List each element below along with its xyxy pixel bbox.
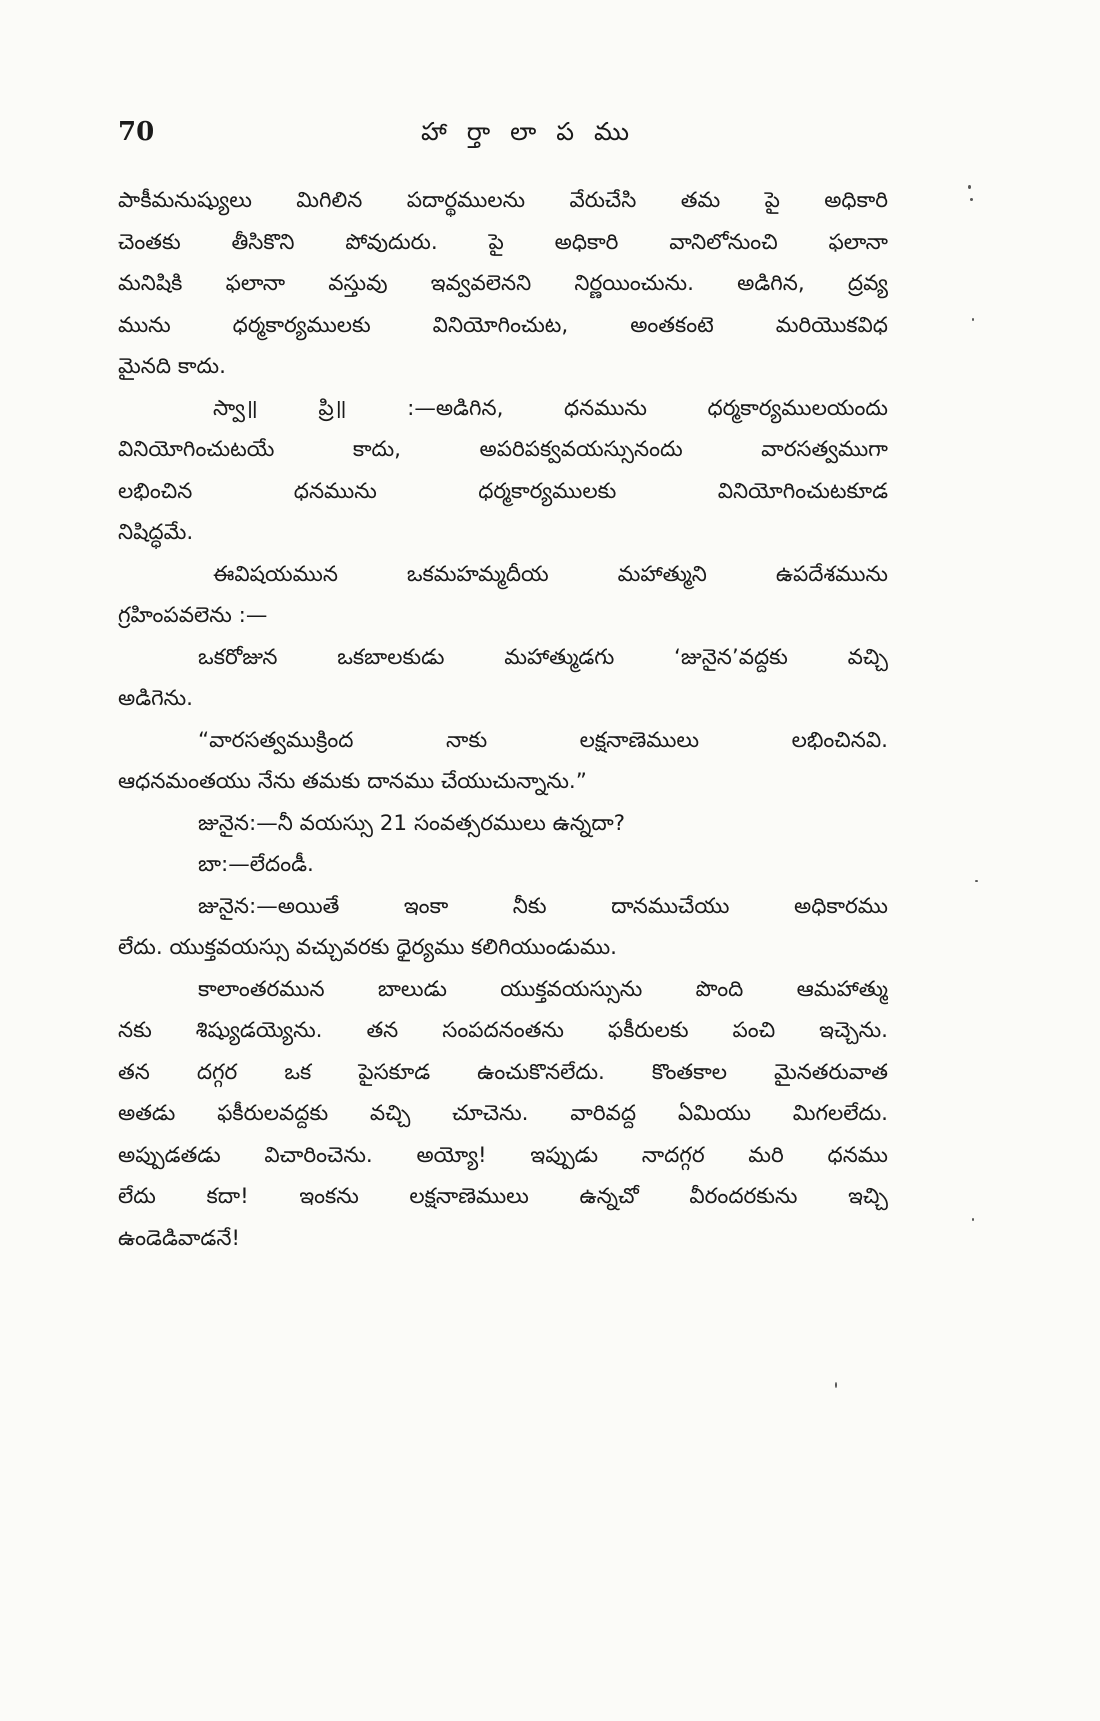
scan-speck <box>975 880 978 882</box>
text-line: స్వా॥ ప్రి॥ :—అడిగిన, ధనమును ధర్మకార్యములయందు <box>213 395 888 421</box>
text-line: మైనది కాదు. <box>118 354 226 379</box>
text-line: తన దగ్గర ఒక పైసకూడ ఉంచుకొనలేదు. కొంతకాల మైనతరువాత <box>118 1059 888 1085</box>
scan-speck <box>972 1218 974 1221</box>
text-line: నకు శిష్యుడయ్యెను. తన సంపదనంతను ఫకీరులకు పంచి ఇచ్చెను. <box>118 1018 888 1043</box>
text-line: అతడు ఫకీరులవద్దకు వచ్చి చూచెను. వారివద్ద ఏమియు మిగలలేదు. <box>118 1101 888 1126</box>
body-text <box>118 180 888 1259</box>
text-line: మును ధర్మకార్యములకు వినియోగించుట, అంతకంటె మరియొకవిధ <box>118 312 888 338</box>
text-line: ఉండెడివాడనే! <box>118 1225 241 1251</box>
text-line: కాలాంతరమున బాలుడు యుక్తవయస్సును పొంది ఆమహాత్ము <box>198 976 888 1002</box>
running-title: హా ర్తా లా ప ము <box>420 117 636 146</box>
text-line: నిషిద్ధమే. <box>118 520 194 545</box>
text-line: లభించిన ధనమును ధర్మకార్యములకు వినియోగించుటకూడ <box>118 478 888 504</box>
scan-speck <box>972 318 974 321</box>
text-line: వినియోగించుటయే కాదు, అపరిపక్వవయస్సునందు వారసత్వముగా <box>118 437 888 462</box>
text-line: పాకీమనుష్యులు మిగిలిన పదార్థములను వేరుచేసి తమ పై అధికారి <box>118 188 888 213</box>
text-line: ఈవిషయమున ఒకమహమ్మదీయ మహాత్ముని ఉపదేశమును <box>213 561 888 587</box>
scan-speck <box>968 185 971 189</box>
text-line: లేదు కదా! ఇంకను లక్షనాణెములు ఉన్నచో వీరందరకును ఇచ్చి <box>118 1184 888 1209</box>
scan-speck <box>835 1382 837 1388</box>
text-line: ఒకరోజున ఒకబాలకుడు మహాత్ముడగు ‘జునైన’వద్దకు వచ్చి <box>198 644 888 670</box>
scan-speck <box>970 198 973 201</box>
page-number: 70 <box>118 117 155 147</box>
text-line: “వారసత్వముక్రింద నాకు లక్షనాణెములు లభించినవి. <box>198 727 888 753</box>
text-line: బా:—లేదండీ. <box>198 852 314 877</box>
text-line: అప్పుడతడు విచారించెను. అయ్యో! ఇప్పుడు నాదగ్గర మరి ధనము <box>118 1142 888 1168</box>
text-line: జునైన:—అయితే ఇంకా నీకు దానముచేయు అధికారము <box>198 893 888 919</box>
text-line: జునైన:—నీ వయస్సు 21 సంవత్సరములు ఉన్నదా? <box>198 810 626 836</box>
text-line: చెంతకు తీసికొని పోవుదురు. పై అధికారి వానిలోనుంచి ఫలానా <box>118 229 888 255</box>
text-line: లేదు. యుక్తవయస్సు వచ్చువరకు ధైర్యము కలిగియుండుము. <box>118 935 617 960</box>
text-line: ఆధనమంతయు నేను తమకు దానము చేయుచున్నాను.” <box>118 769 587 794</box>
text-line: మనిషికి ఫలానా వస్తువు ఇవ్వవలెనని నిర్ణయించును. అడిగిన, ద్రవ్య <box>118 271 888 296</box>
page-header <box>118 112 888 152</box>
text-line: గ్రహింపవలెను :— <box>118 603 268 628</box>
text-line: అడిగెను. <box>118 686 194 711</box>
